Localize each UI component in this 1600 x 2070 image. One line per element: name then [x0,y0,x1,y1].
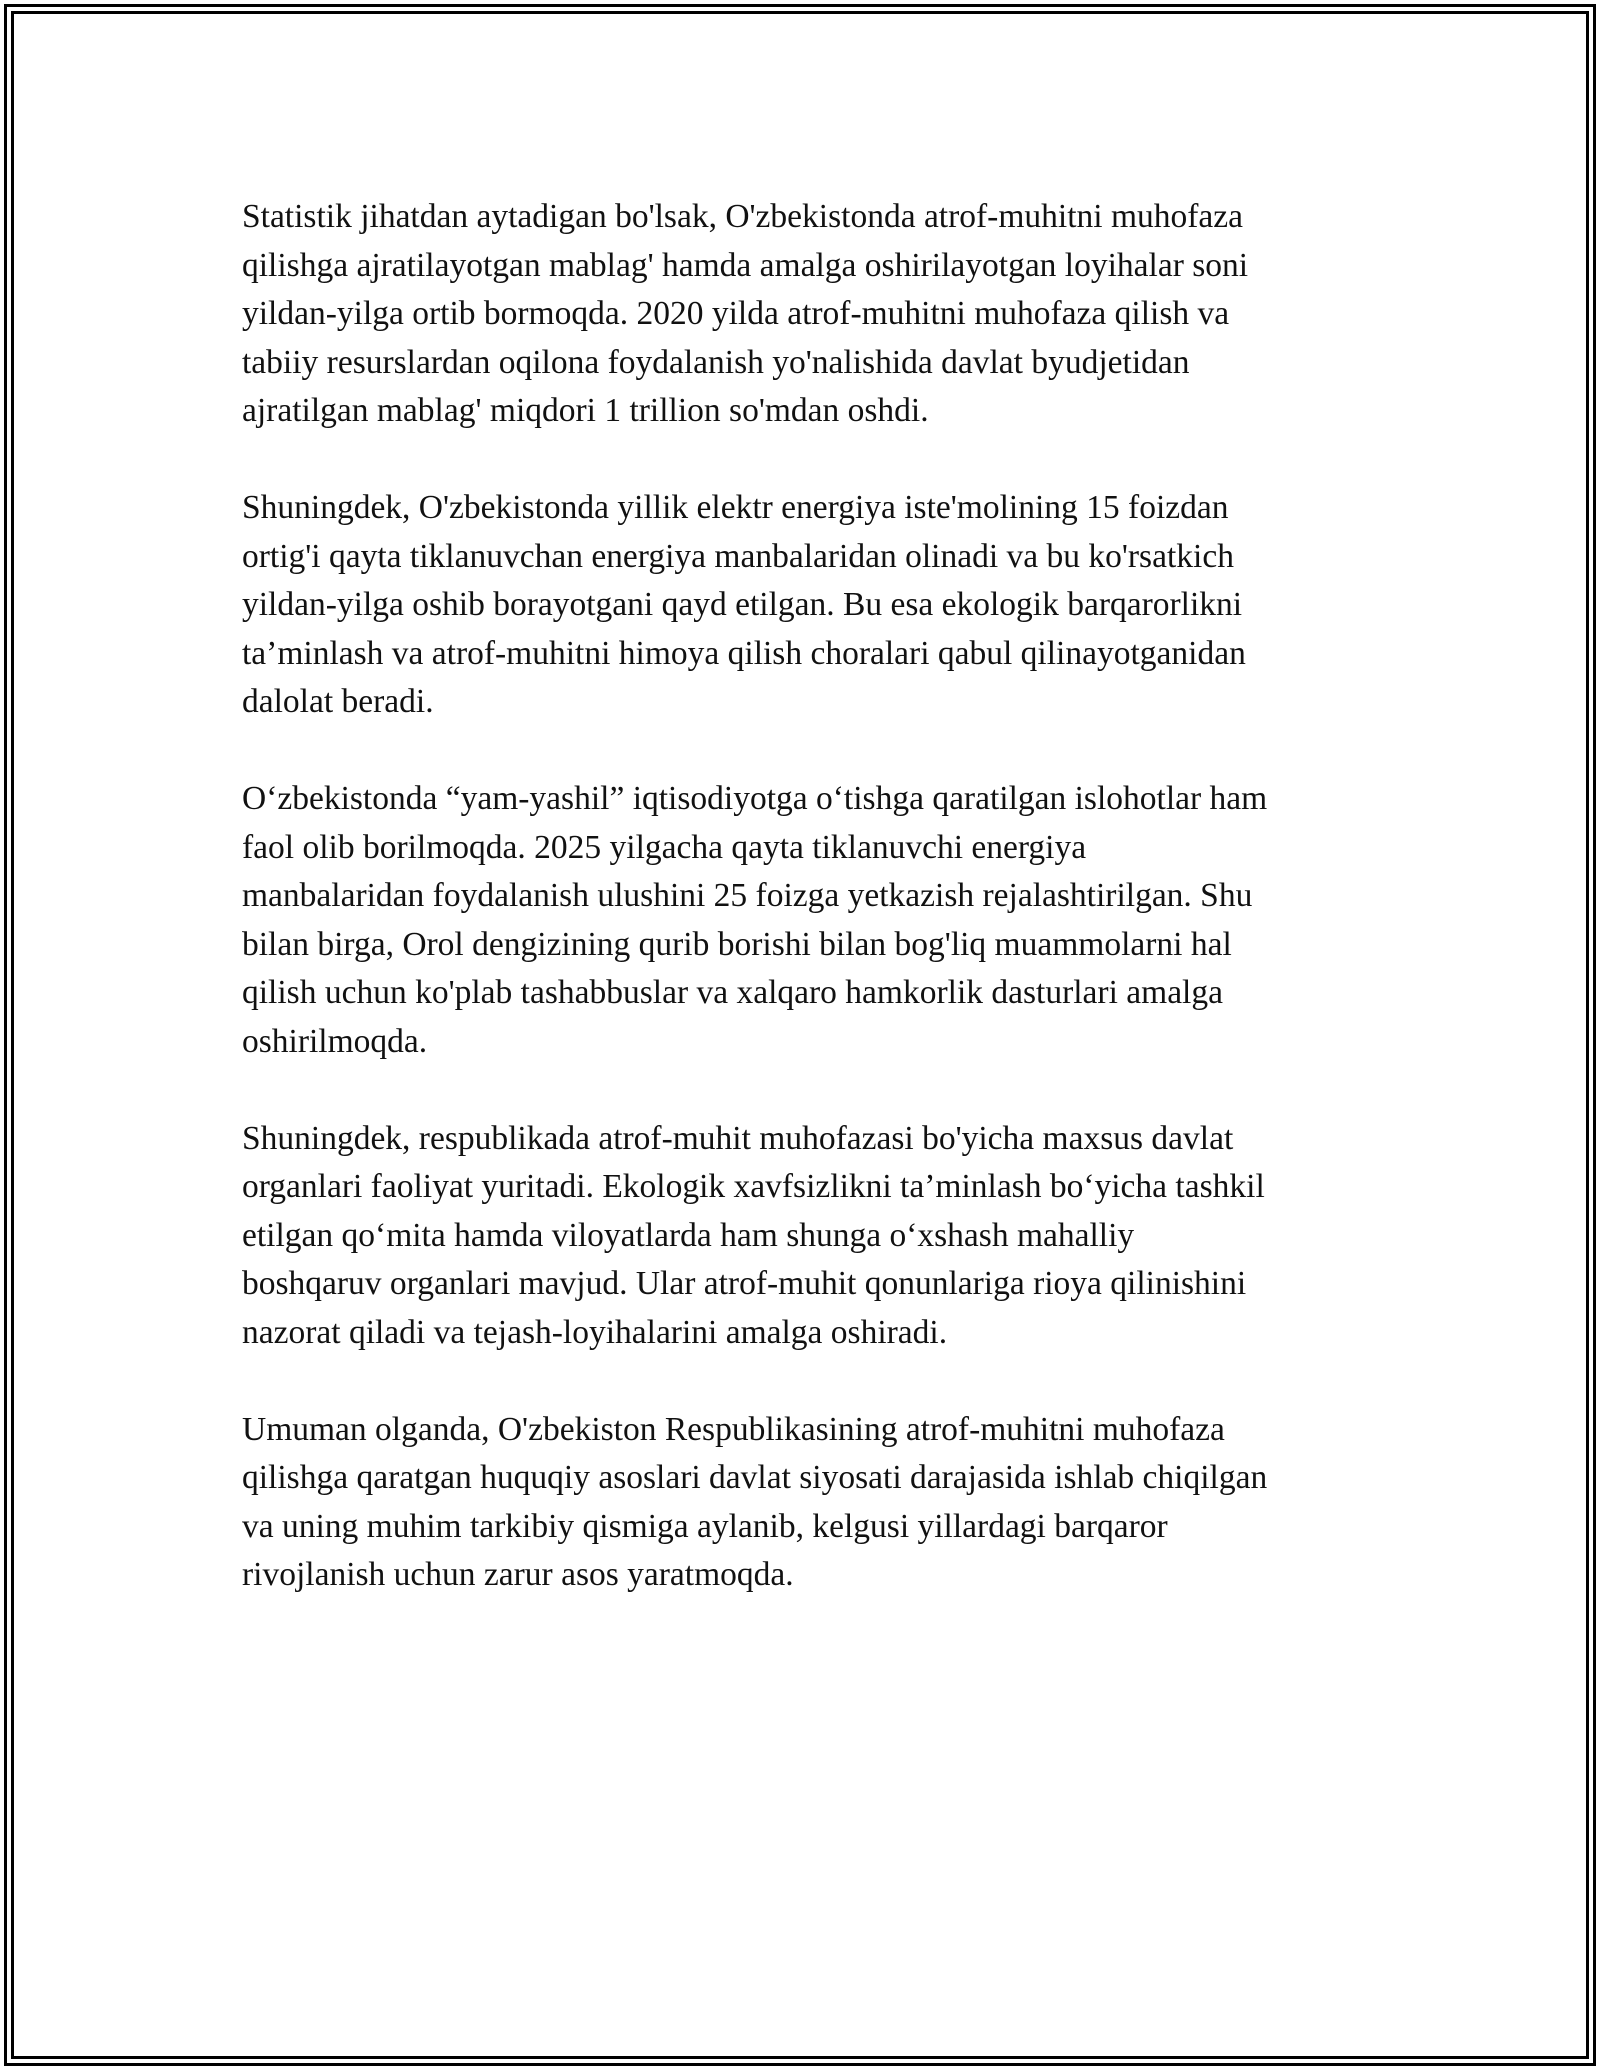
document-body [242,193,1372,1648]
paragraph-state-bodies: Shuningdek, respublikada atrof-muhit muhofazasi bo'yicha maxsus davlat organlari faoliyat yuritadi. Ekologik xavfsizlikni ta’minlash bo‘yicha tashkil etilgan qo‘mita hamda viloyatlarda ham shunga o‘xshash mahalliy boshqaruv organlari mavjud. Ular atrof-muhit qonunlariga rioya qilinishini nazorat qiladi va tejash-loyihalarini amalga oshiradi. [242,1119,1265,1351]
paragraph-statistics: Statistik jihatdan aytadigan bo'lsak, O'zbekistonda atrof-muhitni muhofaza qilishga ajratilayotgan mablag' hamda amalga oshirilayotgan loyihalar soni yildan-yilga ortib bormoqda. 2020 yilda atrof-muhitni muhofaza qilish va tabiiy resurslardan oqilona foydalanish yo'nalishida davlat byudjetidan ajratilgan mablag' miqdori 1 trillion so'mdan oshdi. [242,198,1249,429]
page-border [4,4,1596,2066]
paragraph-renewable-energy: Shuningdek, O'zbekistonda yillik elektr energiya iste'molining 15 foizdan ortig'i qayta tiklanuvchan energiya manbalaridan olinadi va bu ko'rsatkich yildan-yilga oshib borayotgani qayd etilgan. Bu esa ekologik barqarorlikni ta’minlash va atrof-muhitni himoya qilish choralari qabul qilinayotganidan dalolat beradi. [242,489,1246,720]
paragraph-green-economy: O‘zbekistonda “yam-yashil” iqtisodiyotga o‘tishga qaratilgan islohotlar ham faol olib borilmoqda. 2025 yilgacha qayta tiklanuvchi energiya manbalaridan foydalanish ulushini 25 foizga yetkazish rejalashtirilgan. Shu bilan birga, Orol dengizining qurib borishi bilan bog'liq muammolarni hal qilish uchun ko'plab tashabbuslar va xalqaro hamkorlik dasturlari amalga oshirilmoqda. [242,780,1268,1060]
paragraph-conclusion: Umuman olganda, O'zbekiston Respublikasining atrof-muhitni muhofaza qilishga qaratgan huquqiy asoslari davlat siyosati darajasida ishlab chiqilgan va uning muhim tarkibiy qismiga aylanib, kelgusi yillardagi barqaror rivojlanish uchun zarur asos yaratmoqda. [242,1410,1268,1593]
